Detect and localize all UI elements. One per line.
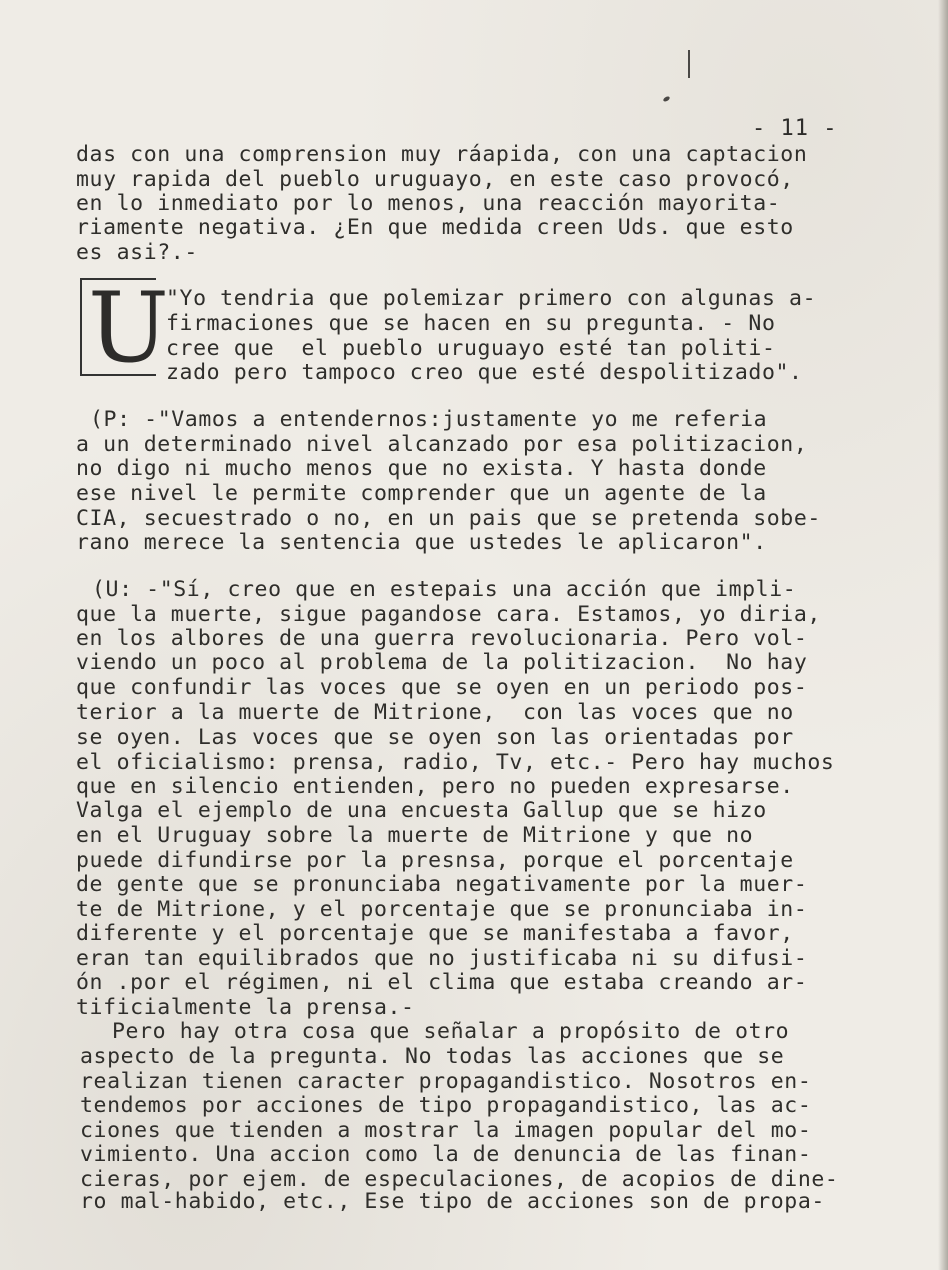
text-line: el oficialismo: prensa, radio, Tv, etc.- Pero hay muchos — [76, 750, 835, 775]
text-line: terior a la muerte de Mitrione, con las voces que no — [76, 700, 794, 725]
text-line: se oyen. Las voces que se oyen son las orientadas por — [76, 725, 794, 750]
text-line: ciones que tienden a mostrar la imagen popular del mo- — [80, 1118, 812, 1143]
text-line: aspecto de la pregunta. No todas las acciones que se — [80, 1044, 785, 1069]
page-number: - 11 - — [752, 116, 838, 141]
text-line: de gente que se pronunciaba negativamente por la muer- — [76, 872, 808, 897]
text-line: Valga el ejemplo de una encuesta Gallup que se hizo — [76, 798, 767, 823]
text-line: rano merece la sentencia que ustedes le aplicaron". — [76, 530, 767, 555]
ink-mark — [688, 50, 690, 78]
text-line: riamente negativa. ¿En que medida creen Uds. que esto — [76, 215, 794, 240]
text-line: es asi?.- — [76, 240, 198, 265]
text-line: puede difundirse por la presnsa, porque el porcentaje — [76, 848, 794, 873]
text-line: que confundir las voces que se oyen en un periodo pos- — [76, 675, 808, 700]
text-line: que la muerte, sigue pagandose cara. Estamos, yo diria, — [76, 602, 821, 627]
text-line: no digo ni mucho menos que no exista. Y hasta donde — [76, 456, 767, 481]
text-line: firmaciones que se hacen en su pregunta. - No — [166, 311, 776, 336]
text-line: "Yo tendria que polemizar primero con algunas a- — [166, 286, 817, 311]
text-line: en los albores de una guerra revolucionaria. Pero vol- — [76, 626, 808, 651]
text-line: vimiento. Una accion como la de denuncia de las finan- — [80, 1142, 812, 1167]
dropcap-letter: U — [88, 272, 169, 384]
dropcap-frame — [80, 272, 169, 384]
text-line: a un determinado nivel alcanzado por esa politizacion, — [76, 432, 808, 457]
text-line: realizan tienen caracter propagandistico. Nosotros en- — [80, 1069, 812, 1094]
text-line: en el Uruguay sobre la muerte de Mitrione y que no — [76, 823, 754, 848]
text-line: CIA, secuestrado o no, en un pais que se pretenda sobe- — [76, 506, 821, 531]
text-line: (U: -"Sí, creo que en estepais una acción que impli- — [92, 577, 797, 602]
ink-spot — [662, 96, 670, 103]
text-line: diferente y el porcentaje que se manifestaba a favor, — [76, 921, 794, 946]
text-line: que en silencio entienden, pero no pueden expresarse. — [76, 774, 794, 799]
text-line: cree que el pueblo uruguayo esté tan politi- — [166, 336, 776, 361]
text-line: te de Mitrione, y el porcentaje que se pronunciaba in- — [76, 897, 808, 922]
text-line: cieras, por ejem. de especulaciones, de acopios de dine- — [80, 1167, 839, 1192]
text-line: zado pero tampoco creo que esté despolitizado". — [166, 360, 803, 385]
text-line: eran tan equilibrados que no justificaba ni su difusi- — [76, 946, 808, 971]
text-line: en lo inmediato por lo menos, una reacción mayorita- — [76, 191, 781, 216]
text-line: Pero hay otra cosa que señalar a propósito de otro — [112, 1019, 790, 1044]
text-line: ro mal-habido, etc., Ese tipo de acciones son de propa- — [80, 1189, 825, 1214]
text-line: ese nivel le permite comprender que un agente de la — [76, 481, 767, 506]
text-line: viendo un poco al problema de la politizacion. No hay — [76, 650, 808, 675]
text-line: muy rapida del pueblo uruguayo, en este caso provocó, — [76, 167, 794, 192]
text-line: das con una comprension muy ráapida, con una captacion — [76, 142, 808, 167]
text-line: tificialmente la prensa.- — [76, 995, 415, 1020]
text-line: ón .por el régimen, ni el clima que estaba creando ar- — [76, 970, 808, 995]
text-line: (P: -"Vamos a entendernos:justamente yo me referia — [90, 407, 768, 432]
page-edge-shadow — [938, 0, 948, 1270]
text-line: tendemos por acciones de tipo propagandistico, las ac- — [80, 1093, 812, 1118]
